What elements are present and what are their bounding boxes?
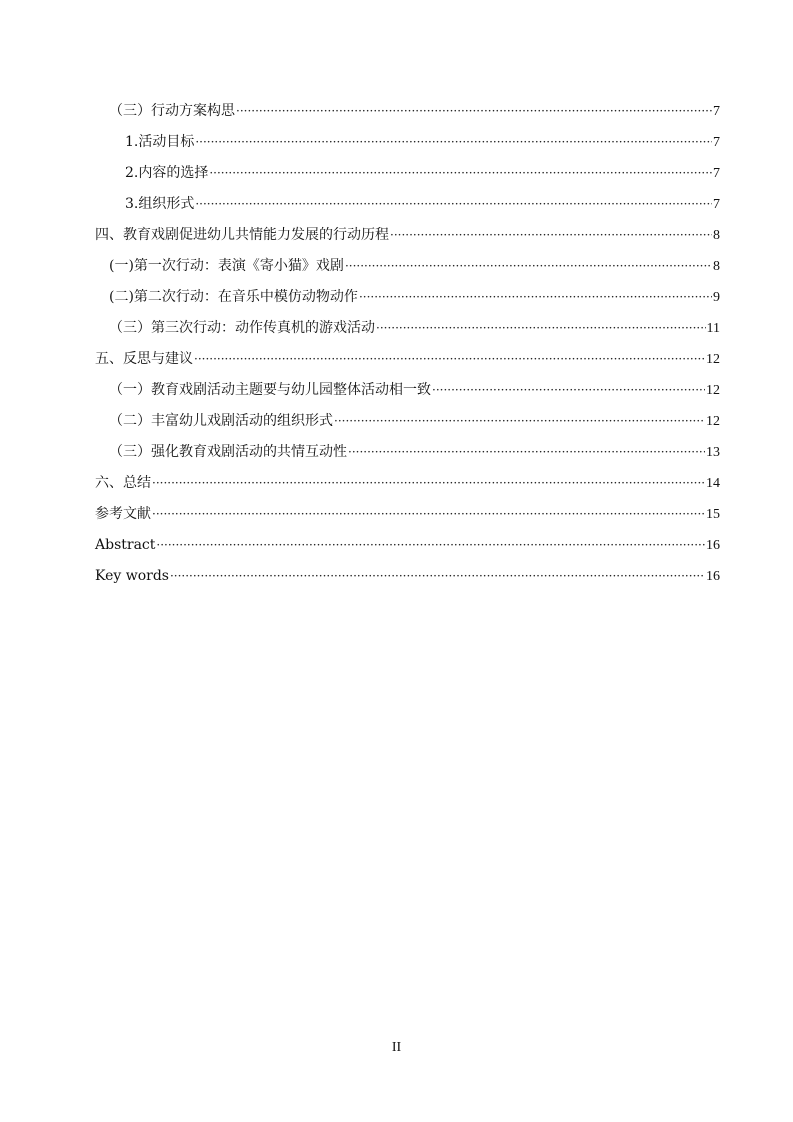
toc-entry-title: Key words xyxy=(95,568,169,584)
toc-entry-title: 2.内容的选择 xyxy=(125,165,209,181)
toc-dot-leader xyxy=(390,220,712,251)
toc-entry-page: 14 xyxy=(706,476,720,491)
toc-entry-page: 15 xyxy=(706,507,720,522)
toc-dot-leader xyxy=(376,313,706,344)
toc-entry xyxy=(95,251,720,282)
toc-entry-title: 3.组织形式 xyxy=(125,196,195,212)
toc-dot-leader xyxy=(156,530,705,561)
toc-dot-leader xyxy=(195,127,712,158)
toc-entry xyxy=(95,313,720,344)
toc-entry-title: 五、反思与建议 xyxy=(95,351,193,367)
toc-dot-leader xyxy=(194,344,705,375)
toc-entry xyxy=(95,282,720,313)
toc-entry xyxy=(95,96,720,127)
toc-entry-page: 13 xyxy=(706,445,720,460)
toc-entry xyxy=(95,561,720,592)
toc-entry-title: 参考文献 xyxy=(95,506,151,522)
toc-entry-page: 11 xyxy=(706,321,720,336)
toc-dot-leader xyxy=(236,96,712,127)
toc-entry-title: （二）丰富幼儿戏剧活动的组织形式 xyxy=(109,413,333,429)
toc-entry-page: 12 xyxy=(706,414,720,429)
toc-entry xyxy=(95,189,720,220)
toc-entry xyxy=(95,530,720,561)
toc-entry xyxy=(95,220,720,251)
toc-entry-page: 7 xyxy=(713,166,720,181)
toc-entry-title: （三）强化教育戏剧活动的共情互动性 xyxy=(109,444,347,460)
toc-dot-leader xyxy=(209,158,712,189)
toc-entry xyxy=(95,158,720,189)
toc-entry xyxy=(95,406,720,437)
toc-entry-title: 1.活动目标 xyxy=(125,134,195,150)
toc-entry-page: 7 xyxy=(713,197,720,212)
toc-entry-title: Abstract xyxy=(95,537,156,553)
toc-dot-leader xyxy=(152,499,705,530)
toc-entry xyxy=(95,499,720,530)
toc-entry-page: 8 xyxy=(713,228,720,243)
toc-dot-leader xyxy=(195,189,712,220)
toc-dot-leader xyxy=(334,406,705,437)
toc-entry-title: （三）行动方案构思 xyxy=(109,103,235,119)
page-number: II xyxy=(391,1040,402,1055)
toc-dot-leader xyxy=(359,282,712,313)
toc-entry-title: （一）教育戏剧活动主题要与幼儿园整体活动相一致 xyxy=(109,382,431,398)
toc-entry xyxy=(95,437,720,468)
toc-entry-page: 9 xyxy=(713,290,720,305)
toc-entry-title: (二)第二次行动：在音乐中模仿动物动作 xyxy=(109,289,358,305)
toc-entry-page: 12 xyxy=(706,383,720,398)
toc-entry xyxy=(95,127,720,158)
toc-entry xyxy=(95,468,720,499)
toc-entry-page: 7 xyxy=(713,135,720,150)
toc-entry-title: (一)第一次行动：表演《寄小猫》戏剧 xyxy=(109,258,344,274)
toc-entry-page: 16 xyxy=(706,569,720,584)
toc-entry-title: （三）第三次行动：动作传真机的游戏活动 xyxy=(109,320,375,336)
toc-dot-leader xyxy=(152,468,705,499)
toc-entry-page: 8 xyxy=(713,259,720,274)
toc-entry xyxy=(95,344,720,375)
toc-dot-leader xyxy=(348,437,705,468)
toc-entry-title: 四、教育戏剧促进幼儿共情能力发展的行动历程 xyxy=(95,227,389,243)
toc-dot-leader xyxy=(170,561,705,592)
toc-entry-page: 7 xyxy=(713,104,720,119)
toc-dot-leader xyxy=(345,251,712,282)
toc-entry-page: 16 xyxy=(706,538,720,553)
table-of-contents xyxy=(95,96,720,592)
toc-entry-title: 六、总结 xyxy=(95,475,151,491)
toc-entry xyxy=(95,375,720,406)
toc-dot-leader xyxy=(432,375,705,406)
toc-entry-page: 12 xyxy=(706,352,720,367)
